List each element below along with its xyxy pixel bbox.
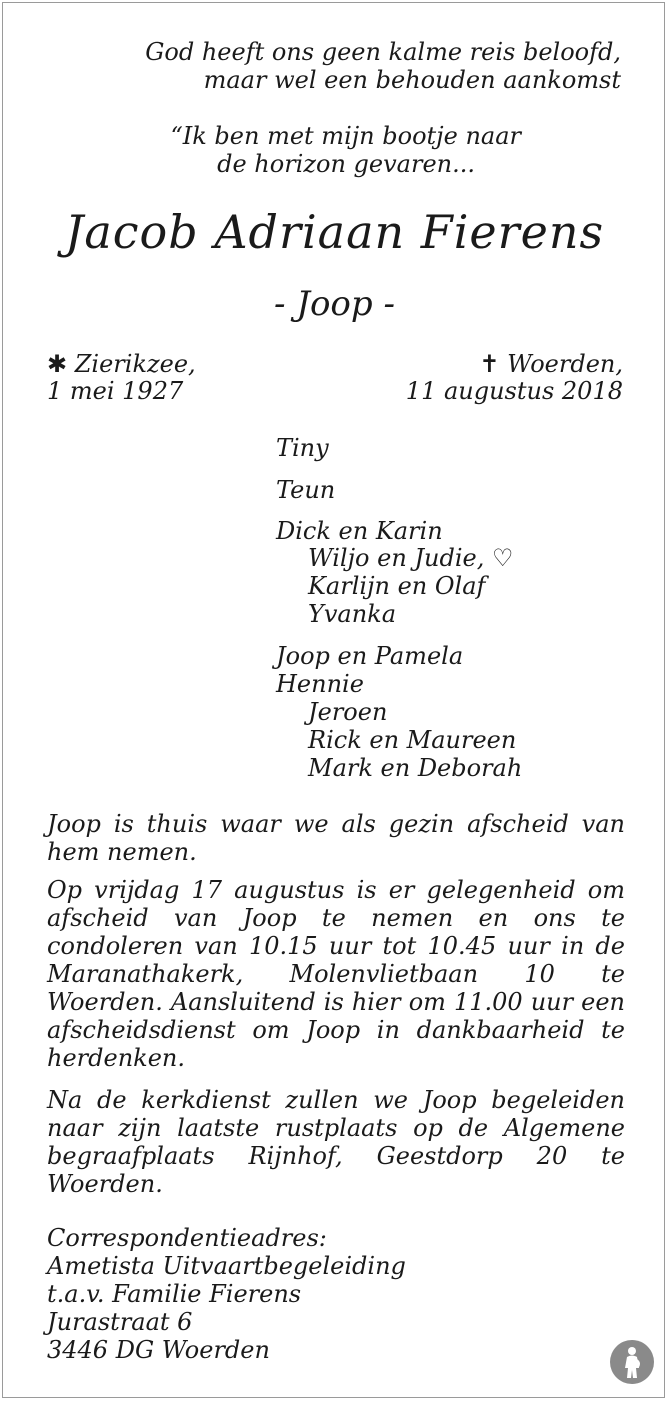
deceased-nickname: - Joop - [274, 284, 395, 324]
paragraph-service: Op vrijdag 17 augustus is er gelegenheid om afscheid van Joop te nemen en ons te condoleren van 10.15 uur tot 10.45 uur in de Maranathakerk, Molenvlietbaan 10 te Woerden. Aansluitend is hier om 11.00 uur een afscheidsdienst om Joop in dankbaarheid te herdenken. [47, 876, 625, 1072]
family-karlijn: Karlijn en Olaf [308, 572, 486, 600]
birth-date: 1 mei 1927 [47, 377, 184, 405]
family-joop: Joop en Pamela [276, 642, 464, 670]
address-label: Correspondentieadres: [47, 1224, 327, 1252]
address-line-1: Ametista Uitvaartbegeleiding [47, 1252, 406, 1280]
family-wiljo: Wiljo en Judie, ♡ [308, 544, 514, 572]
address-line-4: 3446 DG Woerden [47, 1336, 270, 1364]
family-mark: Mark en Deborah [308, 754, 523, 782]
address-line-3: Jurastraat 6 [47, 1308, 193, 1336]
mourning-figure-icon [610, 1340, 654, 1384]
death-cross-icon: ✝ [479, 350, 500, 378]
paragraph-home: Joop is thuis waar we als gezin afscheid van hem nemen. [47, 810, 625, 866]
deceased-name: Jacob Adriaan Fierens [64, 205, 605, 259]
death-date: 11 augustus 2018 [405, 377, 623, 405]
family-dick: Dick en Karin [276, 517, 443, 545]
birth-place [47, 351, 196, 378]
family-rick: Rick en Maureen [308, 726, 517, 754]
family-teun: Teun [276, 476, 336, 504]
family-jeroen: Jeroen [308, 698, 388, 726]
quote-line-1: “Ik ben met mijn bootje naar [170, 122, 521, 150]
quote-line-2: de horizon gevaren... [217, 150, 475, 178]
motto-line-1: God heeft ons geen kalme reis beloofd, [145, 38, 621, 66]
motto-line-2: maar wel een behouden aankomst [203, 66, 621, 94]
paragraph-burial: Na de kerkdienst zullen we Joop begeleiden naar zijn laatste rustplaats op de Algemene begraafplaats Rijnhof, Geestdorp 20 te Woerden. [47, 1086, 625, 1198]
family-tiny: Tiny [276, 434, 329, 462]
death-place [479, 351, 623, 378]
address-line-2: t.a.v. Familie Fierens [47, 1280, 302, 1308]
birth-place-text: Zierikzee, [74, 350, 196, 378]
death-place-text: Woerden, [507, 350, 623, 378]
family-yvanka: Yvanka [308, 600, 397, 628]
birth-star-icon: ✱ [47, 350, 68, 378]
family-hennie: Hennie [276, 670, 364, 698]
